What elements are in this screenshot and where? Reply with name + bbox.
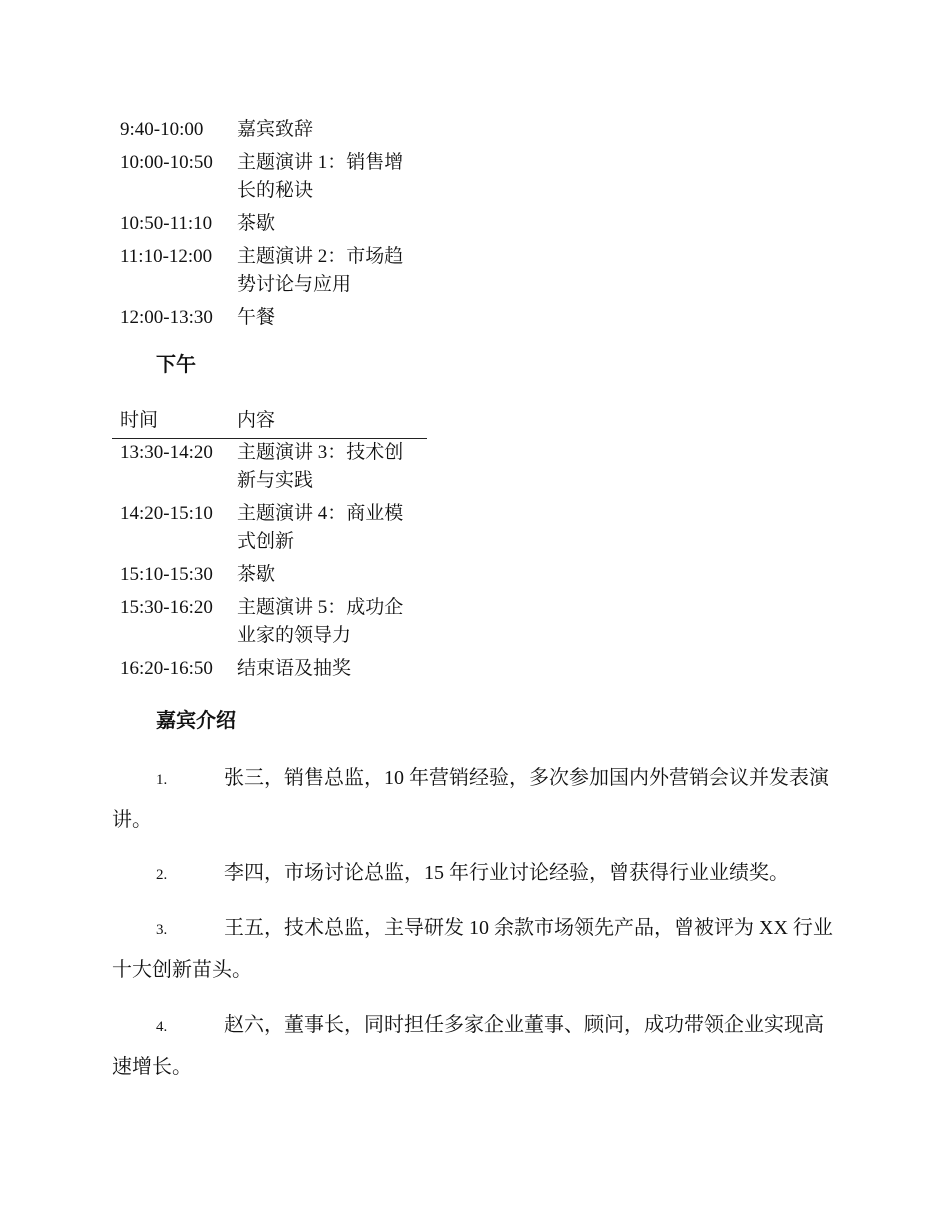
content-cell: 主题演讲 1：销售增长的秘诀 (237, 152, 404, 201)
table-row (112, 561, 427, 594)
time-cell: 13:30-14:20 (120, 442, 213, 463)
content-cell: 结束语及抽奖 (237, 658, 352, 679)
content-cell: 主题演讲 3：技术创新与实践 (237, 442, 404, 491)
table-row (112, 655, 427, 688)
time-cell: 16:20-16:50 (120, 658, 213, 679)
time-cell: 14:20-15:10 (120, 503, 213, 524)
afternoon-schedule-table (112, 407, 427, 688)
content-cell: 主题演讲 5：成功企业家的领导力 (237, 597, 404, 646)
time-cell: 9:40-10:00 (120, 119, 204, 140)
guest-text: 李四，市场讨论总监，15 年行业讨论经验，曾获得行业业绩奖。 (224, 862, 789, 884)
time-cell: 10:00-10:50 (120, 152, 213, 173)
table-row (112, 439, 427, 501)
time-cell: 11:10-12:00 (120, 246, 213, 267)
morning-schedule-table (112, 116, 427, 337)
table-row (112, 304, 427, 337)
time-cell: 15:10-15:30 (120, 564, 213, 585)
table-row (112, 500, 427, 561)
guest-item (112, 853, 837, 895)
guest-text: 赵六，董事长，同时担任多家企业董事、顾问，成功带领企业实现高速增长。 (112, 1014, 824, 1078)
table-row (112, 116, 427, 149)
list-number: 4. (156, 1019, 168, 1035)
list-number: 3. (156, 922, 168, 938)
guest-text: 张三，销售总监，10 年营销经验，多次参加国内外营销会议并发表演讲。 (112, 767, 829, 831)
content-cell: 嘉宾致辞 (237, 119, 314, 140)
content-header: 内容 (237, 407, 427, 439)
guests-heading: 嘉宾介绍 (156, 710, 236, 732)
content-cell: 茶歇 (237, 564, 276, 585)
content-cell: 主题演讲 4：商业模式创新 (237, 503, 404, 552)
table-row (112, 210, 427, 243)
table-row (112, 594, 427, 655)
content-cell: 茶歇 (237, 213, 276, 234)
time-cell: 15:30-16:20 (120, 597, 213, 618)
guest-text: 王五，技术总监，主导研发 10 余款市场领先产品，曾被评为 XX 行业十大创新苗头。 (112, 917, 833, 981)
table-row (112, 243, 427, 304)
list-number: 2. (156, 867, 168, 883)
guest-item (112, 758, 837, 840)
table-header-row (112, 407, 427, 439)
table-row (112, 149, 427, 210)
guest-item (112, 1005, 837, 1087)
list-number: 1. (156, 772, 168, 788)
guest-item (112, 908, 837, 990)
content-cell: 午餐 (237, 307, 276, 328)
time-cell: 12:00-13:30 (120, 307, 213, 328)
afternoon-heading: 下午 (156, 354, 196, 376)
time-header: 时间 (112, 407, 237, 439)
time-cell: 10:50-11:10 (120, 213, 213, 234)
content-cell: 主题演讲 2：市场趋势讨论与应用 (237, 246, 404, 295)
